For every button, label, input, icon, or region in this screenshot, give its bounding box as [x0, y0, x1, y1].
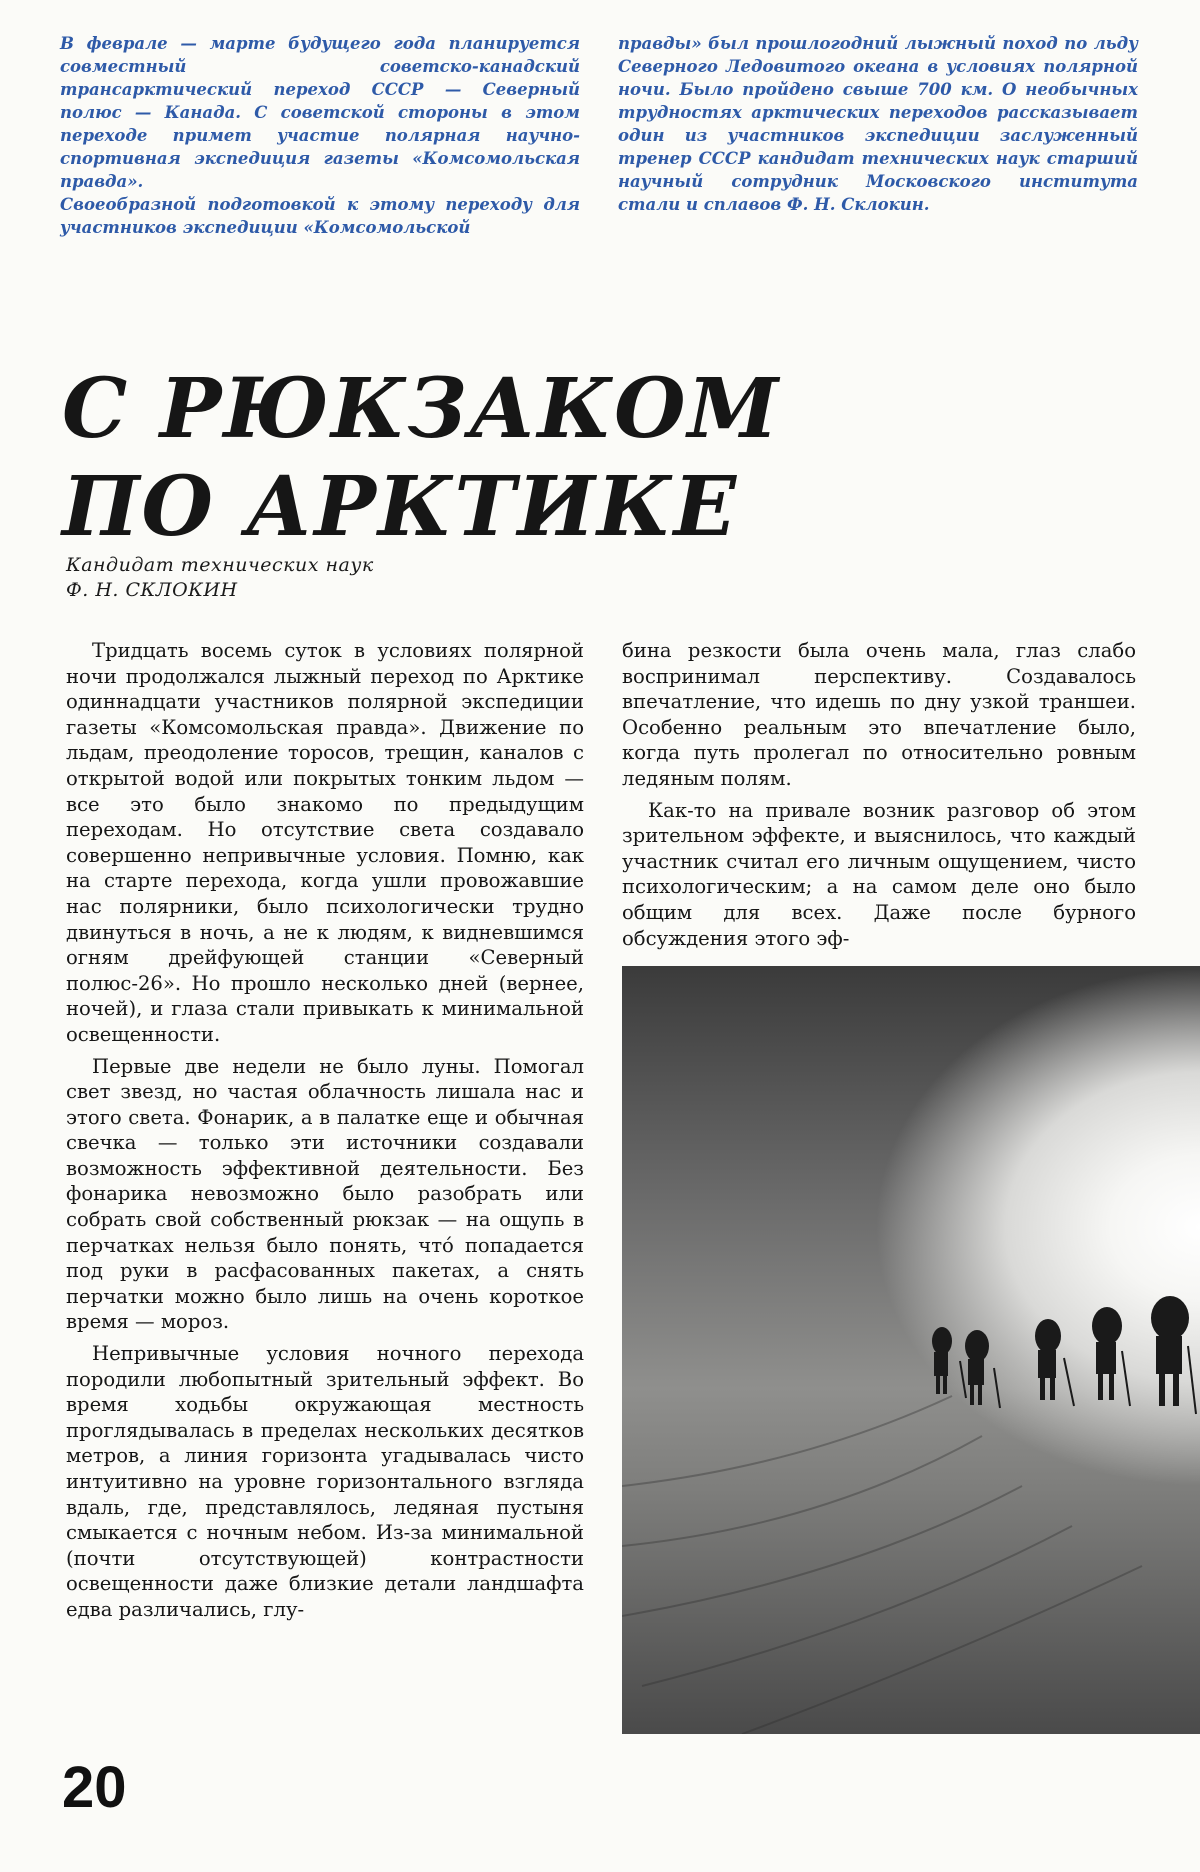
intro-left-column: [60, 32, 580, 239]
article-title-line: ПО АРКТИКЕ: [62, 459, 739, 555]
author-degree: Кандидат технических наук: [66, 554, 374, 576]
intro-paragraph: правды» был прошлогодний лыжный поход по льду Северного Ледовитого океана в условиях полярной ночи. Было пройдено свыше 700 км. О необычных трудностях арктических переходов рассказывает один из участников экспедиции заслуженный тренер СССР кандидат технических наук старший научный сотрудник Московского института стали и сплавов Ф. Н. Склокин.: [618, 34, 1138, 214]
article-title: [62, 360, 780, 556]
body-right-column: [622, 638, 1136, 957]
intro-right-column: [618, 32, 1138, 216]
body-paragraph: Первые две недели не было луны. Помогал свет звезд, но частая облачность лишала нас и этого света. Фонарик, а в палатке еще и обычная свечка — только эти источники создавали возможность эффективной деятельности. Без фонарика невозможно было разобрать или собрать свой собственный рюкзак — на ощупь в перчатках нельзя было понять, что́ попадается под руки в расфасованных пакетах, а снять перчатки можно было лишь на очень короткое время — мороз.: [66, 1054, 584, 1334]
author-name: Ф. Н. СКЛОКИН: [66, 579, 238, 601]
body-paragraph: Непривычные условия ночного перехода породили любопытный зрительный эффект. Во время ходьбы окружающая местность проглядывалась в пределах нескольких десятков метров, а линия горизонта угадывалась чисто интуитивно на уровне горизонтального взгляда вдаль, где, представлялось, ледяная пустыня смыкается с ночным небом. Из-за минимальной (почти отсутствующей) контрастности освещенности даже близкие детали ландшафта едва различались, глу-: [66, 1342, 584, 1621]
photo-skiers-polar-night: [622, 966, 1200, 1734]
body-left-column: [66, 638, 584, 1629]
photo-illustration: [622, 966, 1200, 1734]
skier-silhouettes: [932, 1296, 1189, 1406]
byline: [66, 553, 374, 603]
body-paragraph: бина резкости была очень мала, глаз слабо воспринимал перспективу. Создавалось впечатление, что идешь по дну узкой траншеи. Особенно реальным это впечатление было, когда путь пролегал по относительно ровным ледяным полям.: [622, 639, 1136, 790]
page-number: 20: [62, 1755, 127, 1820]
body-paragraph: Тридцать восемь суток в условиях полярной ночи продолжался лыжный переход по Арктике одиннадцати участников полярной экспедиции газеты «Комсомольская правда». Движение по льдам, преодоление торосов, трещин, каналов с открытой водой или покрытых тонким льдом — все это было знакомо по предыдущим переходам. Но отсутствие света создавало совершенно непривычные условия. Помню, как на старте перехода, когда ушли провожавшие нас полярники, было психологически трудно двинуться в ночь, а не к людям, к видневшимся огням дрейфующей станции «Северный полюс-26». Но прошло несколько дней (вернее, ночей), и глаза стали привыкать к минимальной освещенности.: [66, 639, 584, 1046]
intro-paragraph: Своеобразной подготовкой к этому переходу для участников экспедиции «Комсомольской: [60, 195, 580, 237]
article-title-line: С РЮКЗАКОМ: [62, 361, 781, 457]
snow-streaks: [622, 1396, 1142, 1734]
intro-paragraph: В феврале — марте будущего года планируется совместный советско-канадский трансарктический переход СССР — Северный полюс — Канада. С советской стороны в этом переходе примет участие полярная научно-спортивная экспедиция газеты «Комсомольская правда».: [60, 34, 580, 191]
body-paragraph: Как-то на привале возник разговор об этом зрительном эффекте, и выяснилось, что каждый участник считал его личным ощущением, чисто психологическим; а на самом деле оно было общим для всех. Даже после бурного обсуждения этого эф-: [622, 798, 1136, 950]
